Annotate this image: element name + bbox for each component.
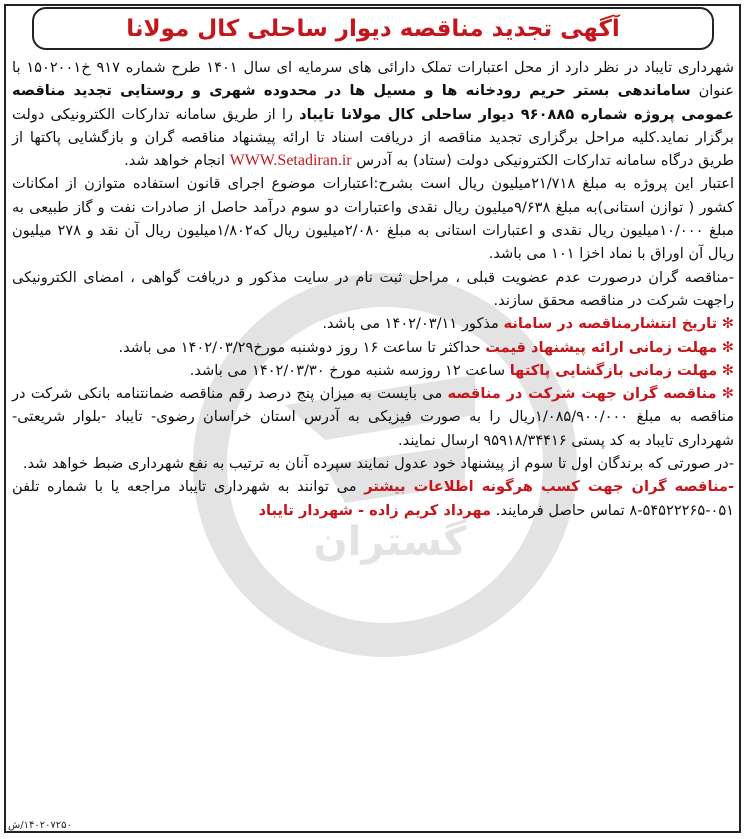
item-text: مذکور ۱۴۰۲/۰۳/۱۱ می باشد.: [322, 315, 499, 333]
item-text: ساعت ۱۲ روزسه شنبه مورخ ۱۴۰۲/۰۳/۳۰ می باشد.: [189, 361, 506, 379]
watermark-text: گستران: [313, 519, 467, 565]
signature: مهرداد کریم زاده - شهردار تایباد: [258, 501, 492, 519]
item-label: مهلت زمانی بازگشایی پاکتها: [509, 361, 718, 379]
paragraph-3: -مناقصه گران درصورت عدم عضویت قبلی ، مراحل ثبت نام در سایت مذکور و دریافت گواهی ، امضای الکترونیکی راجهت شرکت در مناقصه محقق سازند.: [12, 268, 734, 309]
asterisk-icon: ✻: [721, 338, 734, 356]
item-text: می بایست به میزان پنج درصد رقم مناقصه ضمانتنامه بانکی شرکت در مناقصه به مبلغ ۱/۰۸۵/۹۰۰/۰۰۰ریال را به صورت فیزیکی به آدرس استان خراسان رضوی- تایباد -بلوار شریعتی-شهرداری تایباد به کد پستی ۹۵۹۱۸/۳۴۴۱۶ ارسال نمایند.: [12, 385, 735, 449]
p1-text-d: انجام خواهد شد.: [124, 152, 225, 170]
paragraph-5: [12, 475, 734, 522]
asterisk-icon: ✻: [721, 385, 735, 403]
item-label: مهلت زمانی ارائه پیشنهاد قیمت: [485, 338, 718, 356]
contact-label: -مناقصه گران جهت کسب هرگونه اطلاعات بیشتر: [364, 478, 735, 496]
item-publish-date: [12, 312, 734, 335]
item-opening-time: [12, 359, 734, 382]
item-text: حداکثر تا ساعت ۱۶ روز دوشنبه مورخ۱۴۰۲/۰۳/۲۹ می باشد.: [118, 338, 481, 356]
title-box: [32, 7, 714, 50]
setadiran-link[interactable]: WWW.Setadiran.ir: [229, 152, 352, 170]
paragraph-4: -در صورتی که برندگان اول تا سوم از پیشنهاد خود عدول نمایند سپرده آنان به ترتیب به نفع شهرداری ضبط خواهد شد.: [22, 455, 734, 473]
paragraph-2: اعتبار این پروژه به مبلغ ۲۱/۷۱۸میلیون ریال است بشرح:اعتبارات موضوع اجرای قانون استفاده متوازن از امکانات کشور ( توازن استانی)به مبلغ ۹/۶۳۸میلیون ریال نقدی واعتبارات دو سوم درآمد حاصل از صادرات نفت و گاز طبیعی به مبلغ ۱۰/۰۰۰میلیون ریال نقدی و اعتبارات استانی به مبلغ ۲/۰۸۰میلیون ریال که۱/۸۰۲میلیون ریال آن نقد و ۲۷۸ میلیون ریال آن اوراق با نماد اخزا ۱۰۱ می باشد.: [12, 175, 735, 263]
p1-text-a: شهرداری تایباد در نظر دارد از محل اعتبارات تملک دارائی های سرمایه ای سال ۱۴۰۱ طرح شماره ۹۱۷ خ۱۵۰۲۰۰۱ با عنوان: [12, 59, 735, 100]
contact-text: می توانند به شهرداری تایباد مراجعه یا با شماره تلفن ۰۵۱-۵۴۵۲۲۲۶۵-۸ تماس حاصل فرمایند.: [12, 478, 734, 519]
p1-text-c: را از طریق سامانه تدارکات الکترونیکی دولت برگزار نماید.کلیه مراحل برگزاری تجدید مناقصه از دریافت اسناد تا ارائه پیشنهاد مناقصه گران و بازگشایی پاکتها از طریق درگاه سامانه تدارکات الکترونیکی دولت (ستاد) به آدرس: [12, 105, 734, 170]
item-label: تاریخ انتشارمناقصه در سامانه: [503, 315, 718, 333]
notice-body: [12, 56, 734, 522]
asterisk-icon: ✻: [721, 315, 734, 333]
notice-title: آگهی تجدید مناقصه دیوار ساحلی کال مولانا: [126, 15, 620, 42]
p1-project-title: ساماندهی بستر حریم رودخانه ها و مسیل ها در محدوده شهری و روستایی تجدید مناقصه عمومی پروژه شماره ۹۶۰۸۸۵ دیوار ساحلی کال مولانا تایباد: [12, 82, 734, 123]
asterisk-icon: ✻: [721, 361, 734, 379]
paragraph-1: [12, 56, 734, 172]
item-guarantee: [12, 382, 734, 452]
item-bid-deadline: [12, 336, 734, 359]
item-label: مناقصه گران جهت شرکت در مناقصه: [447, 385, 717, 403]
notice-code: ۱۴۰۲۰۷۲۵۰/ش: [8, 820, 72, 831]
